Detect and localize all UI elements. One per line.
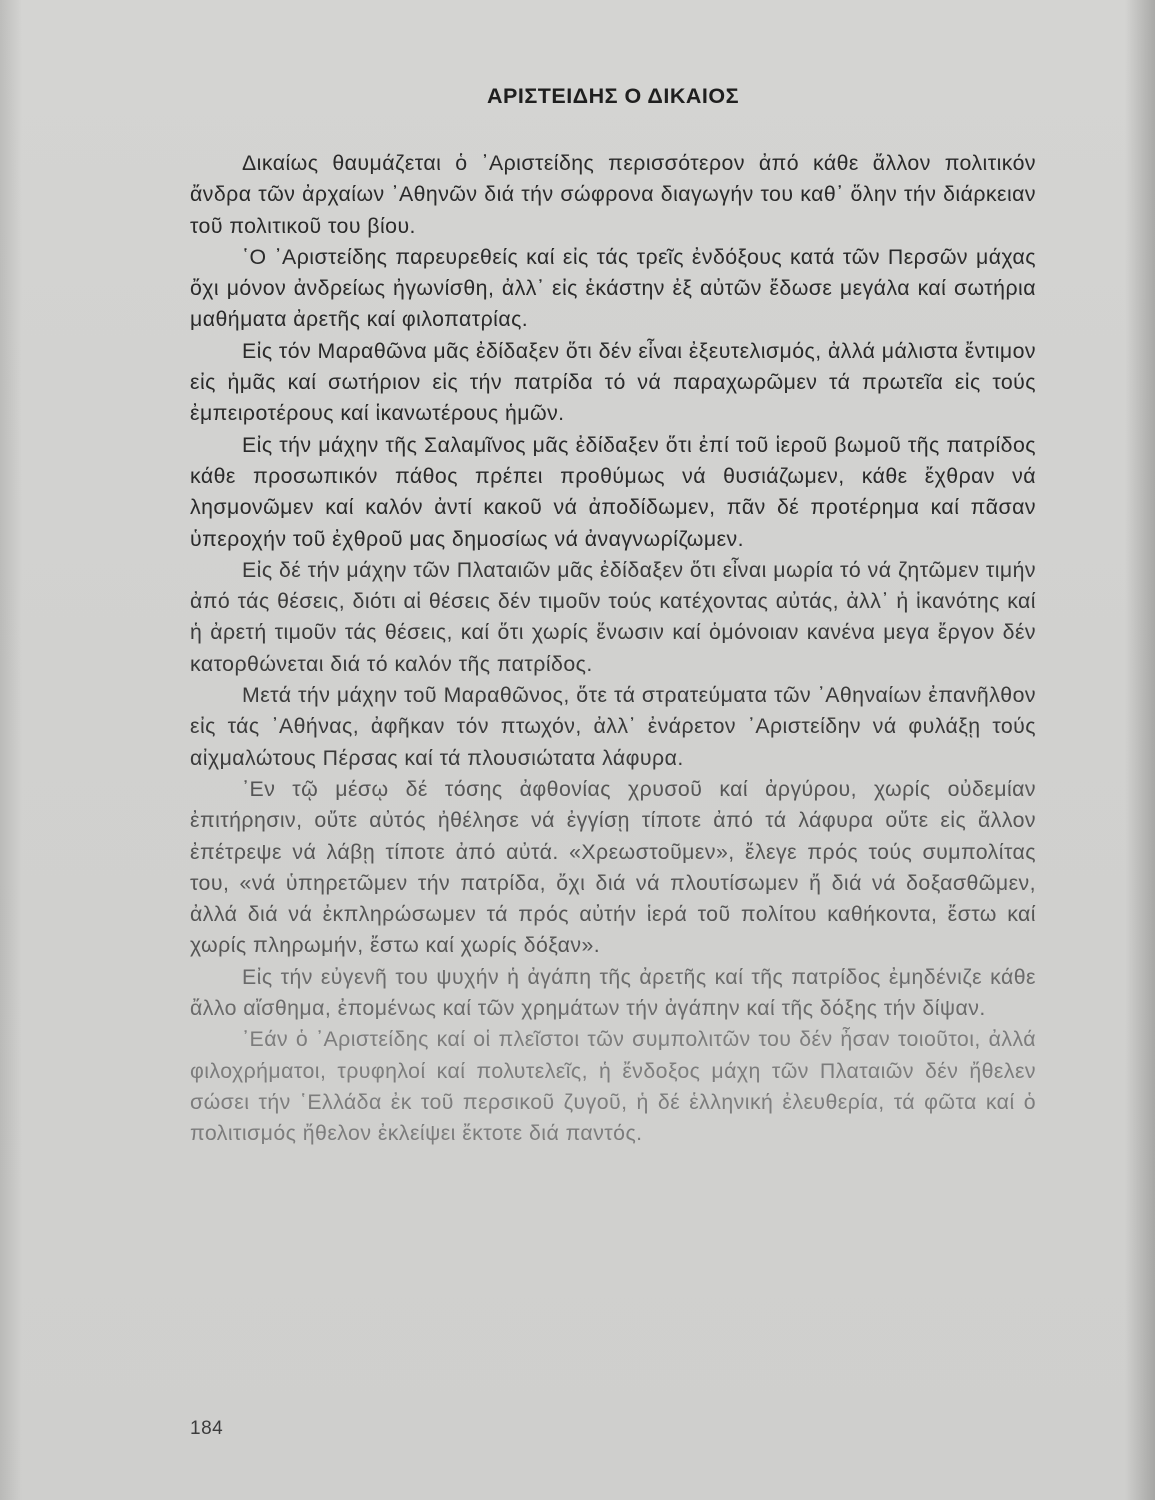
- paragraph: Μετά τήν μάχην τοῦ Μαραθῶνος, ὅτε τά στρατεύματα τῶν ᾿Αθηναίων ἐπανῆλθον εἰς τάς ᾿Αθήνας, ἀφῆκαν τόν πτωχόν, ἀλλ᾿ ἐνάρετον ᾿Αριστείδην νά φυλάξῃ τούς αἰχμαλώτους Πέρσας καί τά πλουσιώτατα λάφυρα.: [190, 683, 1036, 770]
- paragraph: Εἰς δέ τήν μάχην τῶν Πλαταιῶν μᾶς ἐδίδαξεν ὅτι εἶναι μωρία τό νά ζητῶμεν τιμήν ἀπό τάς θέσεις, διότι αἱ θέσεις δέν τιμοῦν τούς κατέχοντας αὐτάς, ἀλλ᾿ ἡ ἱκανότης καί ἡ ἀρετή τιμοῦν τάς θέσεις, καί ὅτι χωρίς ἕνωσιν καί ὁμόνοιαν κανένα μεγα ἔργον δέν κατορθώνεται διά τό καλόν τῆς πατρίδος.: [190, 557, 1036, 676]
- body-text: [190, 148, 1036, 1150]
- paragraph: ῾Ο ᾿Αριστείδης παρευρεθείς καί εἰς τάς τρεῖς ἐνδόξους κατά τῶν Περσῶν μάχας ὄχι μόνον ἀνδρείως ἠγωνίσθη, ἀλλ᾿ εἰς ἑκάστην ἐξ αὐτῶν ἔδωσε μεγάλα καί σωτήρια μαθήματα ἀρετῆς καί φιλοπατρίας.: [190, 244, 1036, 332]
- paragraph: ᾿Εν τῷ μέσῳ δέ τόσης ἀφθονίας χρυσοῦ καί ἀργύρου, χωρίς οὐδεμίαν ἐπιτήρησιν, οὔτε αὐτός ἠθέλησε νά ἐγγίσῃ τίποτε ἀπό τά λάφυρα οὔτε εἰς ἄλλον ἐπέτρεψε νά λάβῃ τίποτε ἀπό αὐτά. «Χρεωστοῦμεν», ἔλεγε πρός τούς συμπολίτας του, «νά ὑπηρετῶμεν τήν πατρίδα, ὄχι διά νά πλουτίσωμεν ἤ διά νά δοξασθῶμεν, ἀλλά διά νά ἐκπληρώσωμεν τά πρός αὐτήν ἱερά τοῦ πολίτου καθήκοντα, ἔστω καί χωρίς πληρωμήν, ἔστω καί χωρίς δόξαν».: [190, 776, 1036, 958]
- paragraph: ᾿Εάν ὁ ᾿Αριστείδης καί οἱ πλεῖστοι τῶν συμπολιτῶν του δέν ἦσαν τοιοῦτοι, ἀλλά φιλοχρήματοι, τρυφηλοί καί πολυτελεῖς, ἡ ἔνδοξος μάχη τῶν Πλαταιῶν δέν ἤθελεν σώσει τήν ῾Ελλάδα ἐκ τοῦ περσικοῦ ζυγοῦ, ἡ δέ ἑλληνική ἐλευθερία, τά φῶτα καί ὁ πολιτισμός ἤθελον ἐκλείψει ἔκτοτε διά παντός.: [190, 1027, 1036, 1146]
- paragraph: Εἰς τόν Μαραθῶνα μᾶς ἐδίδαξεν ὅτι δέν εἶναι ἐξευτελισμός, ἀλλά μάλιστα ἔντιμον εἰς ἡμᾶς καί σωτήριον εἰς τήν πατρίδα τό νά παραχωρῶμεν τά πρωτεῖα εἰς τούς ἐμπειροτέρους καί ἱκανωτέρους ἡμῶν.: [190, 338, 1036, 426]
- page-number: 184: [190, 1418, 224, 1439]
- chapter-title: ΑΡΙΣΤΕΙΔΗΣ Ο ΔΙΚΑΙΟΣ: [486, 84, 740, 108]
- paragraph: Εἰς τήν μάχην τῆς Σαλαμῖνος μᾶς ἐδίδαξεν ὅτι ἐπί τοῦ ἱεροῦ βωμοῦ τῆς πατρίδος κάθε προσωπικόν πάθος πρέπει προθύμως νά θυσιάζωμεν, κάθε ἔχθραν νά λησμονῶμεν καί καλόν ἀντί κακοῦ νά ἀποδίδωμεν, πᾶν δέ προτέρημα καί πᾶσαν ὑπεροχήν τοῦ ἐχθροῦ μας δημοσίως νά ἀναγνωρίζωμεν.: [190, 432, 1036, 551]
- paragraph: Εἰς τήν εὐγενῆ του ψυχήν ἡ ἀγάπη τῆς ἀρετῆς καί τῆς πατρίδος ἐμηδένιζε κάθε ἄλλο αἴσθημα, ἐπομένως καί τῶν χρημάτων τήν ἀγάπην καί τῆς δόξης τήν δίψαν.: [190, 964, 1036, 1021]
- paragraph: Δικαίως θαυμάζεται ὁ ᾿Αριστείδης περισσότερον ἀπό κάθε ἄλλον πολιτικόν ἄνδρα τῶν ἀρχαίων ᾿Αθηνῶν διά τήν σώφρονα διαγωγήν του καθ᾿ ὅλην τήν διάρκειαν τοῦ πολιτικοῦ του βίου.: [190, 151, 1036, 238]
